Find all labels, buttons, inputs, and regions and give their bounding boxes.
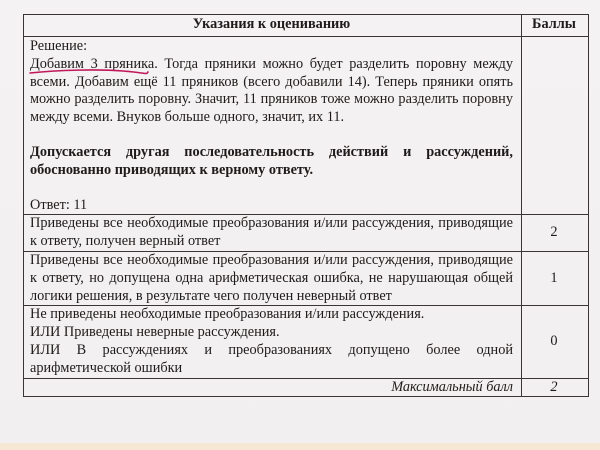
solution-text-rest: . Тогда пряники можно будет разделить поровну между всеми. Добавим ещё 11 пряников (всего добавили 14). Теперь пряники опять можно разделить поровну. Значит, 11 пряников тоже можно разделить поровну между всеми. Внуков больше одного, значит, их 11. bbox=[30, 55, 513, 126]
pen-underline bbox=[28, 68, 150, 77]
highlighted-phrase-text: Добавим 3 пряника bbox=[30, 55, 155, 72]
criteria-header: Указания к оцениванию bbox=[24, 15, 522, 37]
points-header: Баллы bbox=[522, 15, 589, 37]
alternative-note: Допускается другая последовательность действий и рассуждений, обоснованно приводящих к верному ответу. bbox=[30, 143, 513, 178]
solution-cell bbox=[24, 37, 522, 215]
highlighted-phrase bbox=[30, 56, 154, 72]
max-score-label: Максимальный балл bbox=[24, 378, 522, 397]
criterion-1-line: Приведены все необходимые преобразования и/или рассуждения, приводящие к ответу, но допущена одна арифметическая ошибка, не нарушающая общей логики решения, в результате чего получен неверный ответ bbox=[30, 251, 513, 304]
criterion-text-1 bbox=[24, 251, 522, 305]
solution-label: Решение: bbox=[30, 38, 88, 54]
solution-points-cell bbox=[522, 37, 589, 215]
page-bottom-strip bbox=[0, 443, 600, 450]
criterion-row-2 bbox=[24, 215, 589, 252]
criterion-0-line-1: Не приведены необходимые преобразования и/или рассуждения. bbox=[30, 306, 425, 323]
max-score-row bbox=[24, 378, 589, 397]
points-value-0: 0 bbox=[522, 306, 589, 378]
criterion-row-1 bbox=[24, 251, 589, 305]
grading-table bbox=[23, 14, 589, 397]
points-value-1: 1 bbox=[522, 251, 589, 305]
points-value-2: 2 bbox=[522, 215, 589, 252]
criterion-0-line-3: ИЛИ В рассуждениях и преобразованиях допущено более одной арифметической ошибки bbox=[30, 341, 513, 376]
criterion-text-2 bbox=[24, 215, 522, 252]
criterion-0-line-2: ИЛИ Приведены неверные рассуждения. bbox=[30, 324, 280, 341]
max-score-value: 2 bbox=[522, 378, 589, 397]
answer-line: Ответ: 11 bbox=[30, 196, 88, 213]
criterion-text-0 bbox=[24, 306, 522, 378]
solution-row bbox=[24, 37, 589, 215]
criterion-2-line: Приведены все необходимые преобразования и/или рассуждения, приводящие к ответу, получен верный ответ bbox=[30, 215, 513, 250]
criterion-row-0 bbox=[24, 306, 589, 378]
solution-text bbox=[30, 56, 513, 127]
header-row bbox=[24, 15, 589, 37]
